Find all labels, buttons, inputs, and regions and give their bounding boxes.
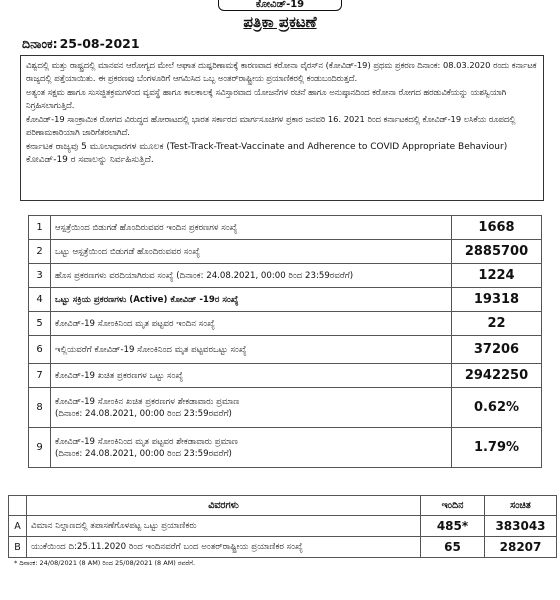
table-row [29,336,542,364]
travel-table [8,495,557,558]
intro-paragraph-1: ವಿಶ್ವದಲ್ಲಿ ಮತ್ತು ರಾಷ್ಟ್ರದಲ್ಲಿ ಮಾನವನ ಆರೋಗ್ಯದ ಮೇಲೆ ಆಘಾತ ದುಷ್ಪರಿಣಾಮಕ್ಕೆ ಕಾರಣವಾದ ಕರೋನಾ ವೈರಸ್‌ನ (ಕೋವಿಡ್-19) ಪ್ರಥಮ ಪ್ರಕರಣ ದಿನಾಂಕ: 08.03.2020 ರಂದು ಕರ್ನಾಟಕ ರಾಜ್ಯದಲ್ಲಿ ಪತ್ತೆಯಾಯಿತು. ಈ ಪ್ರಕರಣವು ಬೆಂಗಳೂರಿಗೆ ಆಗಮಿಸಿದ ಒಬ್ಬ ಅಂತರ್‌ರಾಷ್ಟ್ರೀಯ ಪ್ರಯಾಣಿಕರಲ್ಲಿ ಕಂಡುಬಂದಿರುತ್ತದೆ. [26,60,537,83]
stat-value: 1.79% [452,428,542,468]
serial-number: 9 [29,428,51,468]
table-row [9,537,557,558]
stat-description-line1: ಕೋವಿಡ್-19 ಸೋಂಕಿನ ಖಚಿತ ಪ್ರಕರಣಗಳ ಶೇಕಡಾವಾರು ಪ್ರಮಾಣ [55,396,240,407]
date-value: 25-08-2021 [59,36,140,51]
intro-box [20,55,544,201]
stat-value: 37206 [452,336,542,364]
stat-value: 1224 [452,264,542,288]
top-banner: ಕೋವಿಡ್-19 [218,0,342,11]
row-code: B [9,537,27,558]
serial-number: 3 [29,264,51,288]
stat-description: ಒಟ್ಟು ಆಸ್ಪತ್ರೆಯಿಂದ ಬಿಡುಗಡೆ ಹೊಂದಿರುವವರ ಸಂಖ್ಯೆ [51,240,452,264]
row-total-value: 383043 [485,516,557,537]
header-total: ಸಂಚಿತ [485,496,557,516]
row-total-value: 28207 [485,537,557,558]
stat-description-line1: ಕೋವಿಡ್-19 ಸೋಂಕಿನಿಂದ ಮೃತ ಪಟ್ಟವರ ಶೇಕಡಾವಾರು ಪ್ರಮಾಣ [55,436,238,447]
stat-description: ಕೋವಿಡ್-19 ಖಚಿತ ಪ್ರಕರಣಗಳ ಒಟ್ಟು ಸಂಖ್ಯೆ [51,364,452,388]
stat-description: ಆಸ್ಪತ್ರೆಯಿಂದ ಬಿಡುಗಡೆ ಹೊಂದಿರುವವರ ಇಂದಿನ ಪ್ರಕರಣಗಳ ಸಂಖ್ಯೆ [51,216,452,240]
serial-number: 5 [29,312,51,336]
intro-paragraph-3: ಕೋವಿಡ್-19 ಸಾಂಕ್ರಾಮಿಕ ರೋಗದ ವಿರುದ್ಧದ ಹೋರಾಟದಲ್ಲಿ ಭಾರತ ಸರ್ಕಾರದ ಮಾರ್ಗಸೂಚಿಗಳ ಪ್ರಕಾರ ಜನವರಿ 16. 2021 ರಿಂದ ಕರ್ನಾಟಕದಲ್ಲಿ ಕೋವಿಡ್-19 ಲಸಿಕೆಯ ರೂಪದಲ್ಲಿ ಪರಿಣಾಮಕಾರಿಯಾಗಿ ಜಾರಿಗೆತರಲಾಗಿದೆ. [26,114,516,137]
table-row [29,312,542,336]
row-today-value: 485* [421,516,485,537]
stat-description [51,388,452,428]
stat-value: 2885700 [452,240,542,264]
stat-value: 0.62% [452,388,542,428]
table-row [29,388,542,428]
stat-description: ಹೊಸ ಪ್ರಕರಣಗಳು ವರದಿಯಾಗಿರುವ ಸಂಖ್ಯೆ (ದಿನಾಂಕ: 24.08.2021, 00:00 ರಿಂದ 23:59ರವರೆಗೆ) [51,264,452,288]
date-line [20,36,140,52]
header-details: ವಿವರಗಳು [27,496,421,516]
intro-paragraph-4: ಕರ್ನಾಟಕ ರಾಜ್ಯವು 5 ಮೂಲಾಧಾರಗಳ ಮೂಲಕ (Test-Track-Treat-Vaccinate and Adherence to COVID Appropriate Behaviour) ಕೋವಿಡ್-19 ರ ಸವಾಲನ್ನು ನಿರ್ವಹಿಸುತ್ತಿದೆ. [26,141,508,165]
row-label: ವಿಮಾನ ನಿಲ್ದಾಣದಲ್ಲಿ ತಪಾಸಣೆಗೊಳಪಟ್ಟ ಒಟ್ಟು ಪ್ರಯಾಣಿಕರು [27,516,421,537]
stat-value: 1668 [452,216,542,240]
header-today: ಇಂದಿನ [421,496,485,516]
table-row [29,428,542,468]
stat-value: 2942250 [452,364,542,388]
table-row [29,264,542,288]
stat-description: ಕೋವಿಡ್-19 ಸೋಂಕಿನಿಂದ ಮೃತ ಪಟ್ಟವರ ಇಂದಿನ ಸಂಖ್ಯೆ [51,312,452,336]
stat-description-text: ಒಟ್ಟು ಸಕ್ರಿಯ ಪ್ರಕರಣಗಳು (Active) ಕೋವಿಡ್ -19ರ ಸಂಖ್ಯೆ [55,294,239,305]
table-row [29,288,542,312]
row-today-value: 65 [421,537,485,558]
table-row [29,364,542,388]
serial-number: 1 [29,216,51,240]
row-code: A [9,516,27,537]
serial-number: 8 [29,388,51,428]
travel-header-row [9,496,557,516]
serial-number: 4 [29,288,51,312]
stat-description-line2: (ದಿನಾಂಕ: 24.08.2021, 00:00 ರಿಂದ 23:59ರವರೆಗೆ) [55,448,232,459]
serial-number: 2 [29,240,51,264]
table-row [29,240,542,264]
footnote: * ದಿನಾಂಕ: 24/08/2021 (8 AM) ರಿಂದ 25/08/2021 (8 AM) ರವರೆಗೆ. [14,559,196,567]
row-label: ಯುಕೆಯಿಂದ ದಿ:25.11.2020 ರಿಂದ ಇಂದಿನವರೆಗೆ ಬಂದ ಅಂತರ್‌ರಾಷ್ಟ್ರೀಯ ಪ್ರಯಾಣಿಕರ ಸಂಖ್ಯೆ [27,537,421,558]
intro-paragraph-2: ಅತ್ಯಂತ ಸಕ್ಷಮ ಹಾಗೂ ಸುಸಜ್ಜಿತಕ್ರಮಗಳಿಂದ ವ್ಯವಸ್ಥೆ ಹಾಗೂ ಕಾಲಕಾಲಕ್ಕೆ ಸವಿಸ್ತಾರವಾದ ಯೋಜನೆಗಳ ರಚನೆ ಹಾಗೂ ಅನುಷ್ಠಾನದಿಂದ ಕರೋನಾ ರೋಗದ ಹರಡುವಿಕೆಯನ್ನು ಯಶಸ್ವಿಯಾಗಿ ನಿಗ್ರಹಿಸಲಾಗುತ್ತಿದೆ. [26,87,507,110]
stat-description: ಇಲ್ಲಿಯವರೆಗೆ ಕೋವಿಡ್-19 ಸೋಂಕಿನಿಂದ ಮೃತ ಪಟ್ಟವರಒಟ್ಟು ಸಂಖ್ಯೆ [51,336,452,364]
stat-value: 19318 [452,288,542,312]
stat-description [51,428,452,468]
page-title: ಪತ್ರಿಕಾ ಪ್ರಕಟಣೆ [243,13,317,31]
serial-number: 6 [29,336,51,364]
stat-description-line2: (ದಿನಾಂಕ: 24.08.2021, 00:00 ರಿಂದ 23:59ರವರೆಗೆ) [55,408,232,419]
header-blank-cell [9,496,27,516]
serial-number: 7 [29,364,51,388]
table-row [29,216,542,240]
table-row [9,516,557,537]
stat-description [51,288,452,312]
date-label: ದಿನಾಂಕ: [22,36,58,51]
stat-value: 22 [452,312,542,336]
stats-table [28,215,542,468]
